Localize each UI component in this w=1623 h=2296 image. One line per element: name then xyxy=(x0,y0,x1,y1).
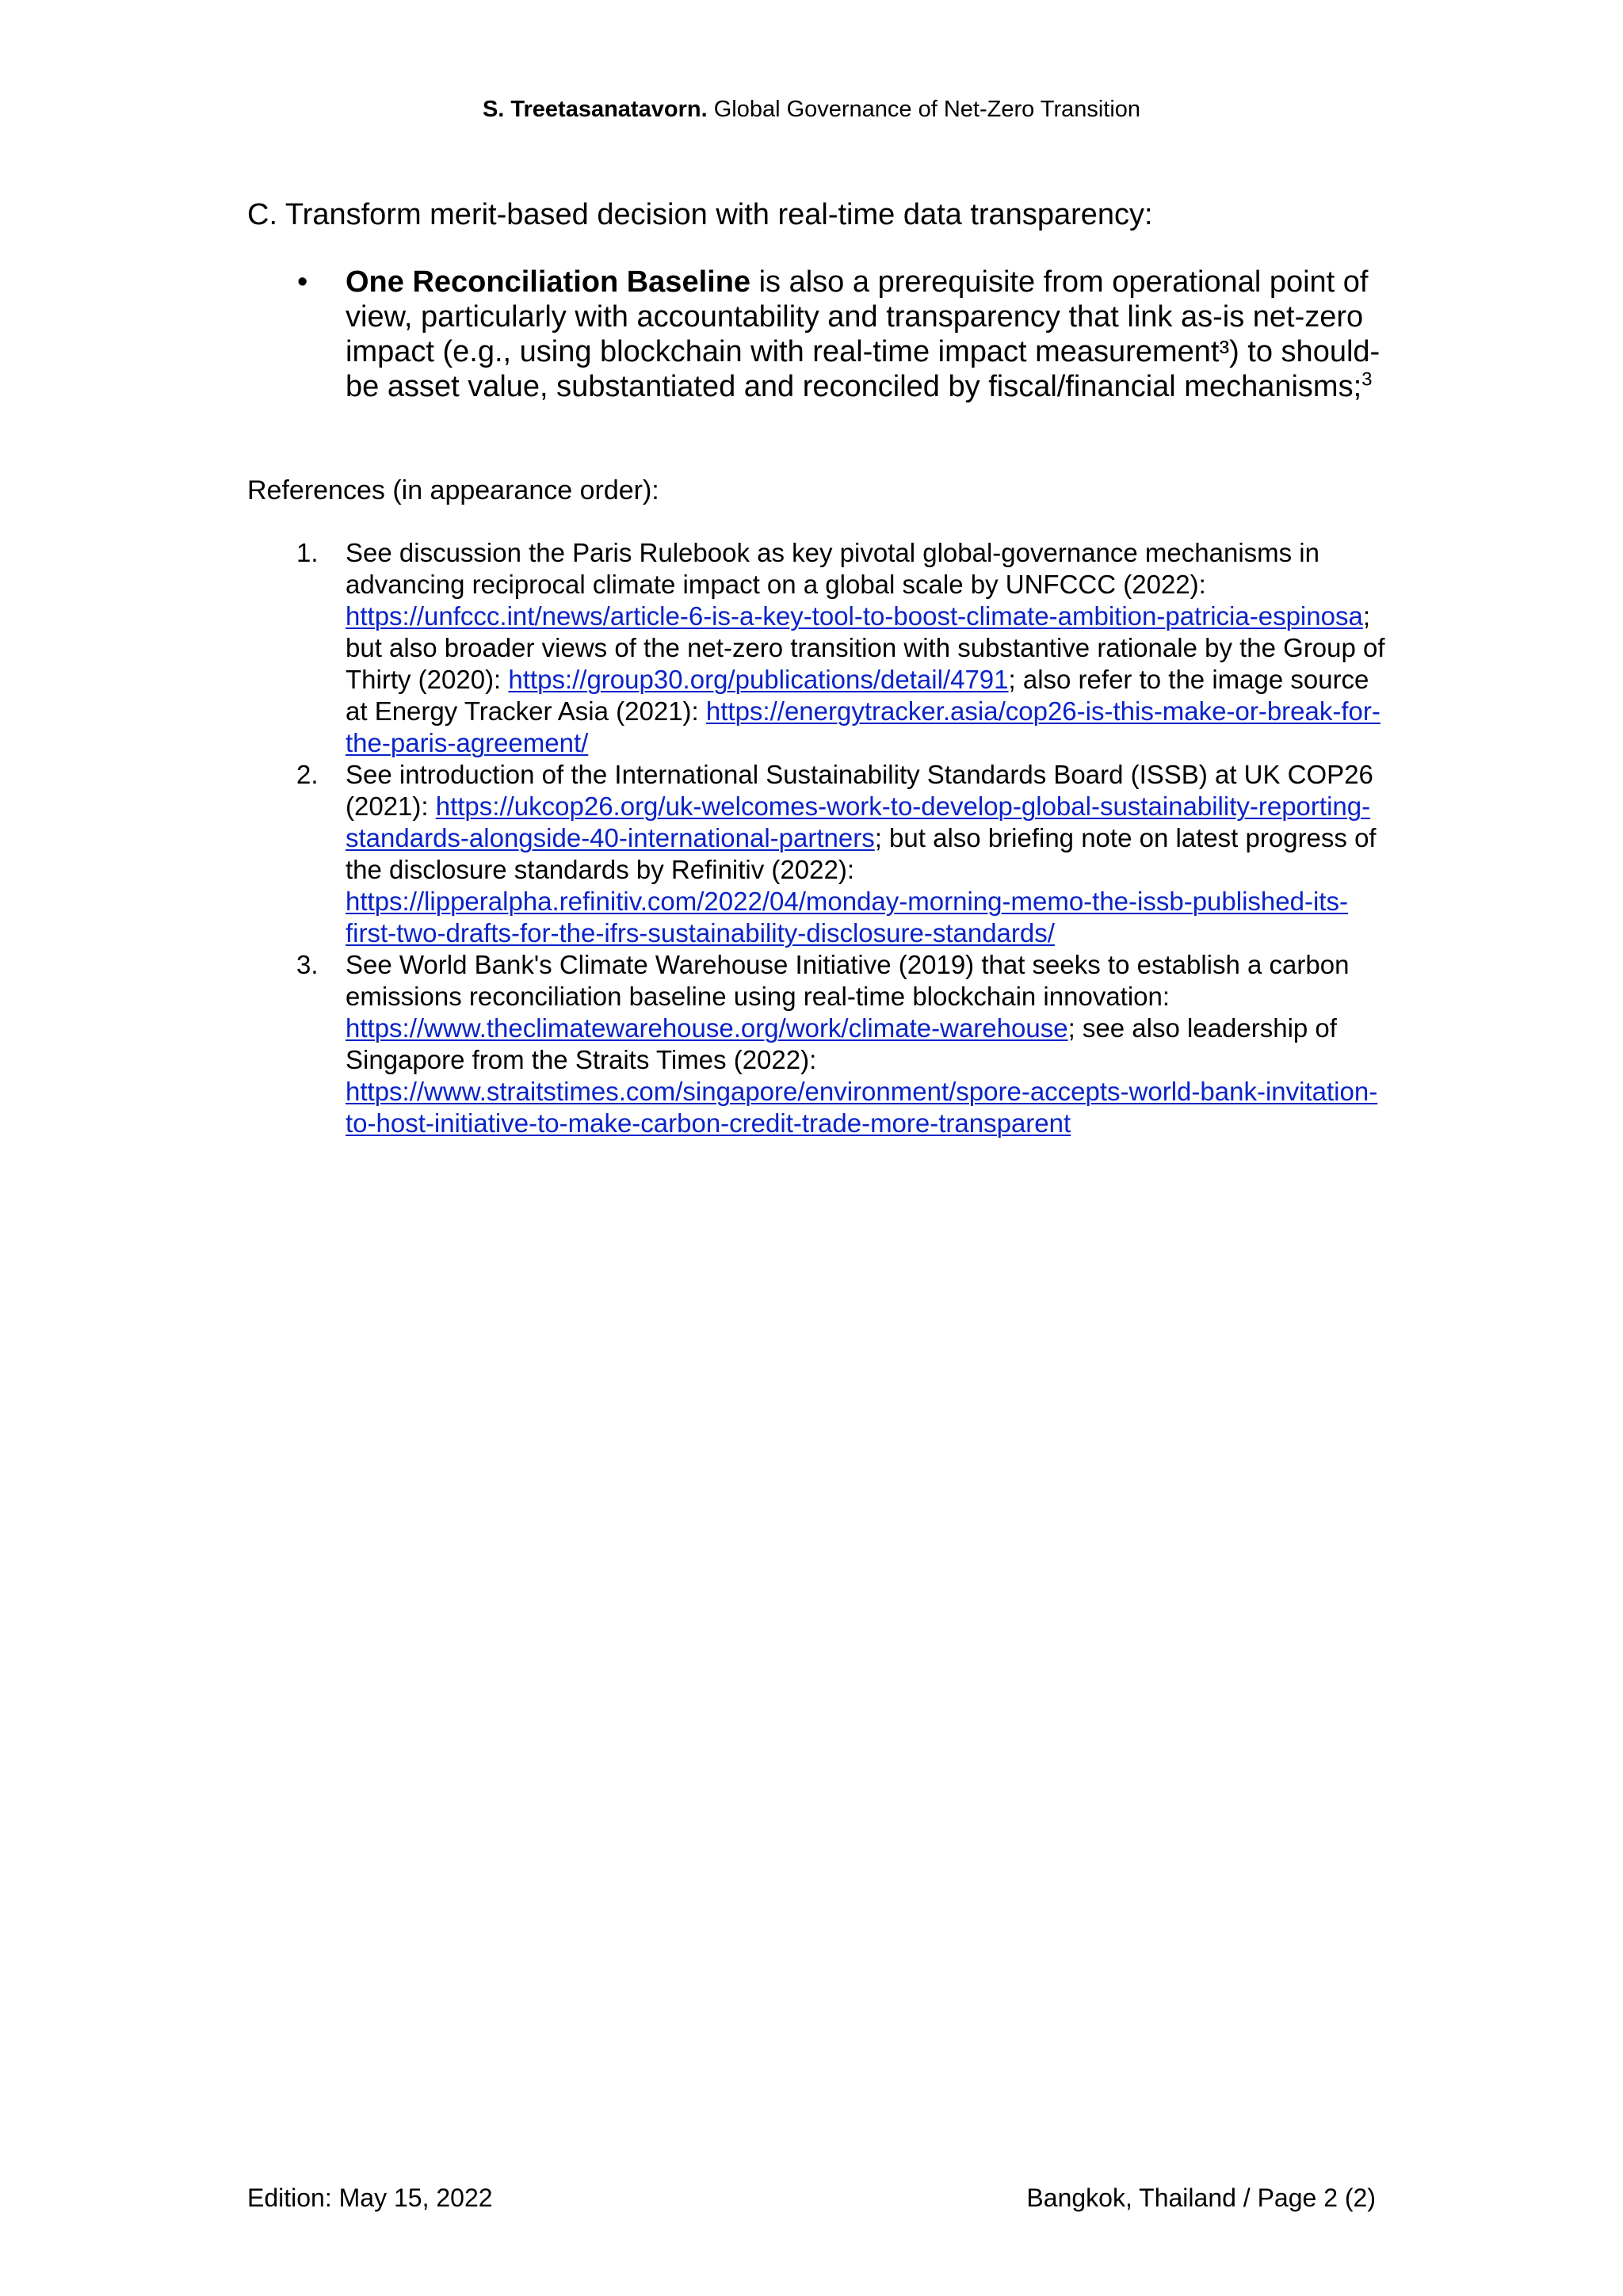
reference-number: 1. xyxy=(296,538,319,567)
reference-item xyxy=(247,949,1392,1139)
reference-item xyxy=(247,537,1392,759)
header-author: S. Treetasanatavorn. xyxy=(482,97,708,122)
footnote-marker[interactable]: 3 xyxy=(1361,368,1373,391)
running-header xyxy=(0,93,1623,125)
reference-number: 3. xyxy=(296,950,319,979)
reference-link[interactable]: https://www.theclimatewarehouse.org/work/climate-warehouse xyxy=(346,1013,1068,1043)
reference-number: 2. xyxy=(296,760,319,789)
references-list xyxy=(247,537,1388,1139)
reference-item xyxy=(247,759,1392,949)
header-title: Global Governance of Net-Zero Transition xyxy=(713,97,1141,122)
reference-text: ; also refer to the image source at Energy Tracker Asia (2021): xyxy=(346,665,1369,726)
reference-text: See World Bank's Climate Warehouse Initiative (2019) that seeks to establish a carbon emissions reconciliation baseline using real-time blockchain innovation: xyxy=(346,950,1350,1011)
reference-link[interactable]: https://unfccc.int/news/article-6-is-a-key-tool-to-boost-climate-ambition-patricia-espinosa xyxy=(346,601,1363,631)
reference-link[interactable]: https://www.straitstimes.com/singapore/environment/spore-accepts-world-bank-invitation-to-host-initiative-to-make-carbon-credit-trade-more-transparent xyxy=(346,1077,1378,1138)
reference-text: ; but also briefing note on latest progress of the disclosure standards by Refinitiv (2022): xyxy=(346,823,1377,884)
reference-text: ; see also leadership of Singapore from the Straits Times (2022): xyxy=(346,1013,1337,1074)
reference-link[interactable]: https://lipperalpha.refinitiv.com/2022/04/monday-morning-memo-the-issb-published-its-first-two-drafts-for-the-ifrs-sustainability-disclosure-standards/ xyxy=(346,887,1348,948)
reference-link[interactable]: https://group30.org/publications/detail/4791 xyxy=(508,665,1009,694)
bullet-body: is also a prerequisite from operational point of view, particularly with accountability and transparency that link as-is net-zero impact (e.g., using blockchain with real-time impact measurement³) to should-be asset value, substantiated and reconciled by fiscal/financial mechanisms; xyxy=(346,265,1381,403)
reference-link[interactable]: https://energytracker.asia/cop26-is-this-make-or-break-for-the-paris-agreement/ xyxy=(346,696,1381,757)
footer-edition: Edition: May 15, 2022 xyxy=(247,2183,493,2212)
section-heading: C. Transform merit-based decision with real-time data transparency: xyxy=(247,198,1153,231)
reference-link[interactable]: https://ukcop26.org/uk-welcomes-work-to-develop-global-sustainability-reporting-standards-alongside-40-international-partners xyxy=(346,791,1371,852)
references-heading: References (in appearance order): xyxy=(247,475,659,505)
bullet-text xyxy=(346,265,1392,404)
reference-text: ; but also broader views of the net-zero transition with substantive rationale by the Group of Thirty (2020): xyxy=(346,601,1385,694)
reference-text: See discussion the Paris Rulebook as key pivotal global-governance mechanisms in advancing reciprocal climate impact on a global scale by UNFCCC (2022): xyxy=(346,538,1319,599)
bullet-lead: One Reconciliation Baseline xyxy=(346,265,751,299)
bullet-icon: • xyxy=(297,265,308,299)
footer-page-info: Bangkok, Thailand / Page 2 (2) xyxy=(1026,2183,1376,2212)
reference-text: See introduction of the International Sustainability Standards Board (ISSB) at UK COP26 (2021): xyxy=(346,760,1373,821)
